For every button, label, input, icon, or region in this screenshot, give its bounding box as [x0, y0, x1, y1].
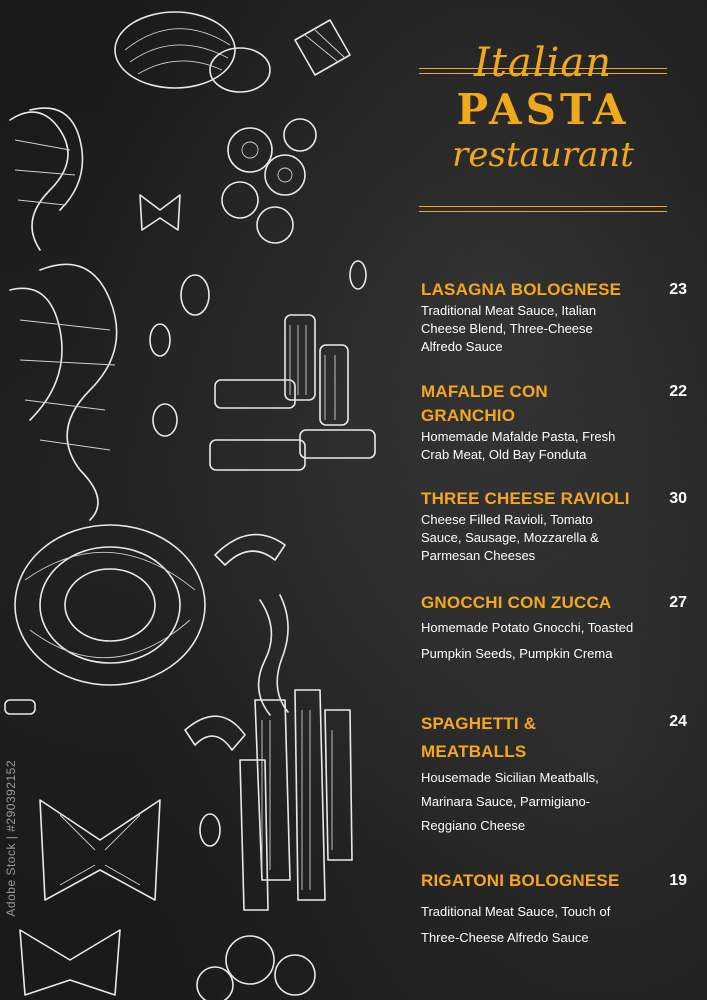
- farfalle-sketch-large: [20, 800, 160, 995]
- menu-item-price: 19: [669, 872, 687, 889]
- menu-item-name: RIGATONI BOLOGNESE: [421, 871, 620, 890]
- rotini-sketch: [10, 264, 117, 520]
- twisted-pasta-sketch: [259, 595, 288, 715]
- penne-bundle-sketch: [240, 690, 352, 910]
- fusilli-sketch-left: [10, 108, 83, 250]
- menu-item-price: 27: [669, 594, 687, 611]
- elbow-macaroni-sketch: [215, 535, 285, 565]
- menu-panel: [405, 0, 707, 1000]
- menu-item: [421, 278, 691, 356]
- rigatoni-pile-sketch: [210, 315, 375, 470]
- header-rule-top: [419, 68, 667, 74]
- menu-item-description: Traditional Meat Sauce, Touch of Three-Cheese Alfredo Sauce: [421, 904, 611, 945]
- menu-item-price: 24: [669, 713, 687, 730]
- restaurant-header: [419, 40, 667, 176]
- title-restaurant: restaurant: [452, 135, 634, 175]
- stock-watermark: Adobe Stock | #290392152: [4, 760, 18, 917]
- menu-item-price: 30: [669, 490, 687, 507]
- menu-item-name: SPAGHETTI & MEATBALLS: [421, 714, 537, 761]
- menu-item-name: LASAGNA BOLOGNESE: [421, 280, 622, 299]
- menu-item-description: Traditional Meat Sauce, Italian Cheese Blend, Three-Cheese Alfredo Sauce: [421, 303, 597, 354]
- menu-item-price: 22: [669, 383, 687, 400]
- header-rule-bottom: [419, 206, 667, 212]
- small-pasta-pieces: [5, 404, 220, 846]
- menu-item-name: MAFALDE CON GRANCHIO: [421, 382, 548, 425]
- tagliatelle-nest-sketch: [15, 525, 205, 685]
- title-italian: Italian: [474, 40, 612, 86]
- title-pasta: PASTA: [456, 85, 630, 134]
- menu-item-description: Housemade Sicilian Meatballs, Marinara Sauce, Parmigiano-Reggiano Cheese: [421, 770, 599, 833]
- menu-item-price: 23: [669, 281, 687, 298]
- menu-item-name: THREE CHEESE RAVIOLI: [421, 489, 630, 508]
- penne-sketch-top: [295, 20, 350, 75]
- menu-item-name: GNOCCHI CON ZUCCA: [421, 593, 612, 612]
- menu-item: [421, 487, 691, 565]
- gnocchi-sketch-small: [150, 261, 366, 356]
- menu-item: [421, 869, 691, 951]
- macaroni-cluster-sketch: [222, 119, 316, 243]
- menu-item-description: Cheese Filled Ravioli, Tomato Sauce, Sausage, Mozzarella & Parmesan Cheeses: [421, 512, 599, 563]
- conchiglie-sketch: [115, 12, 270, 92]
- farfalle-sketch-small: [140, 195, 180, 230]
- menu-item: [421, 380, 691, 464]
- menu-item: [421, 591, 691, 667]
- menu-item-description: Homemade Potato Gnocchi, Toasted Pumpkin Seeds, Pumpkin Crema: [421, 620, 634, 661]
- menu-item: [421, 710, 691, 838]
- menu-item-description: Homemade Mafalde Pasta, Fresh Crab Meat, Old Bay Fonduta: [421, 429, 616, 462]
